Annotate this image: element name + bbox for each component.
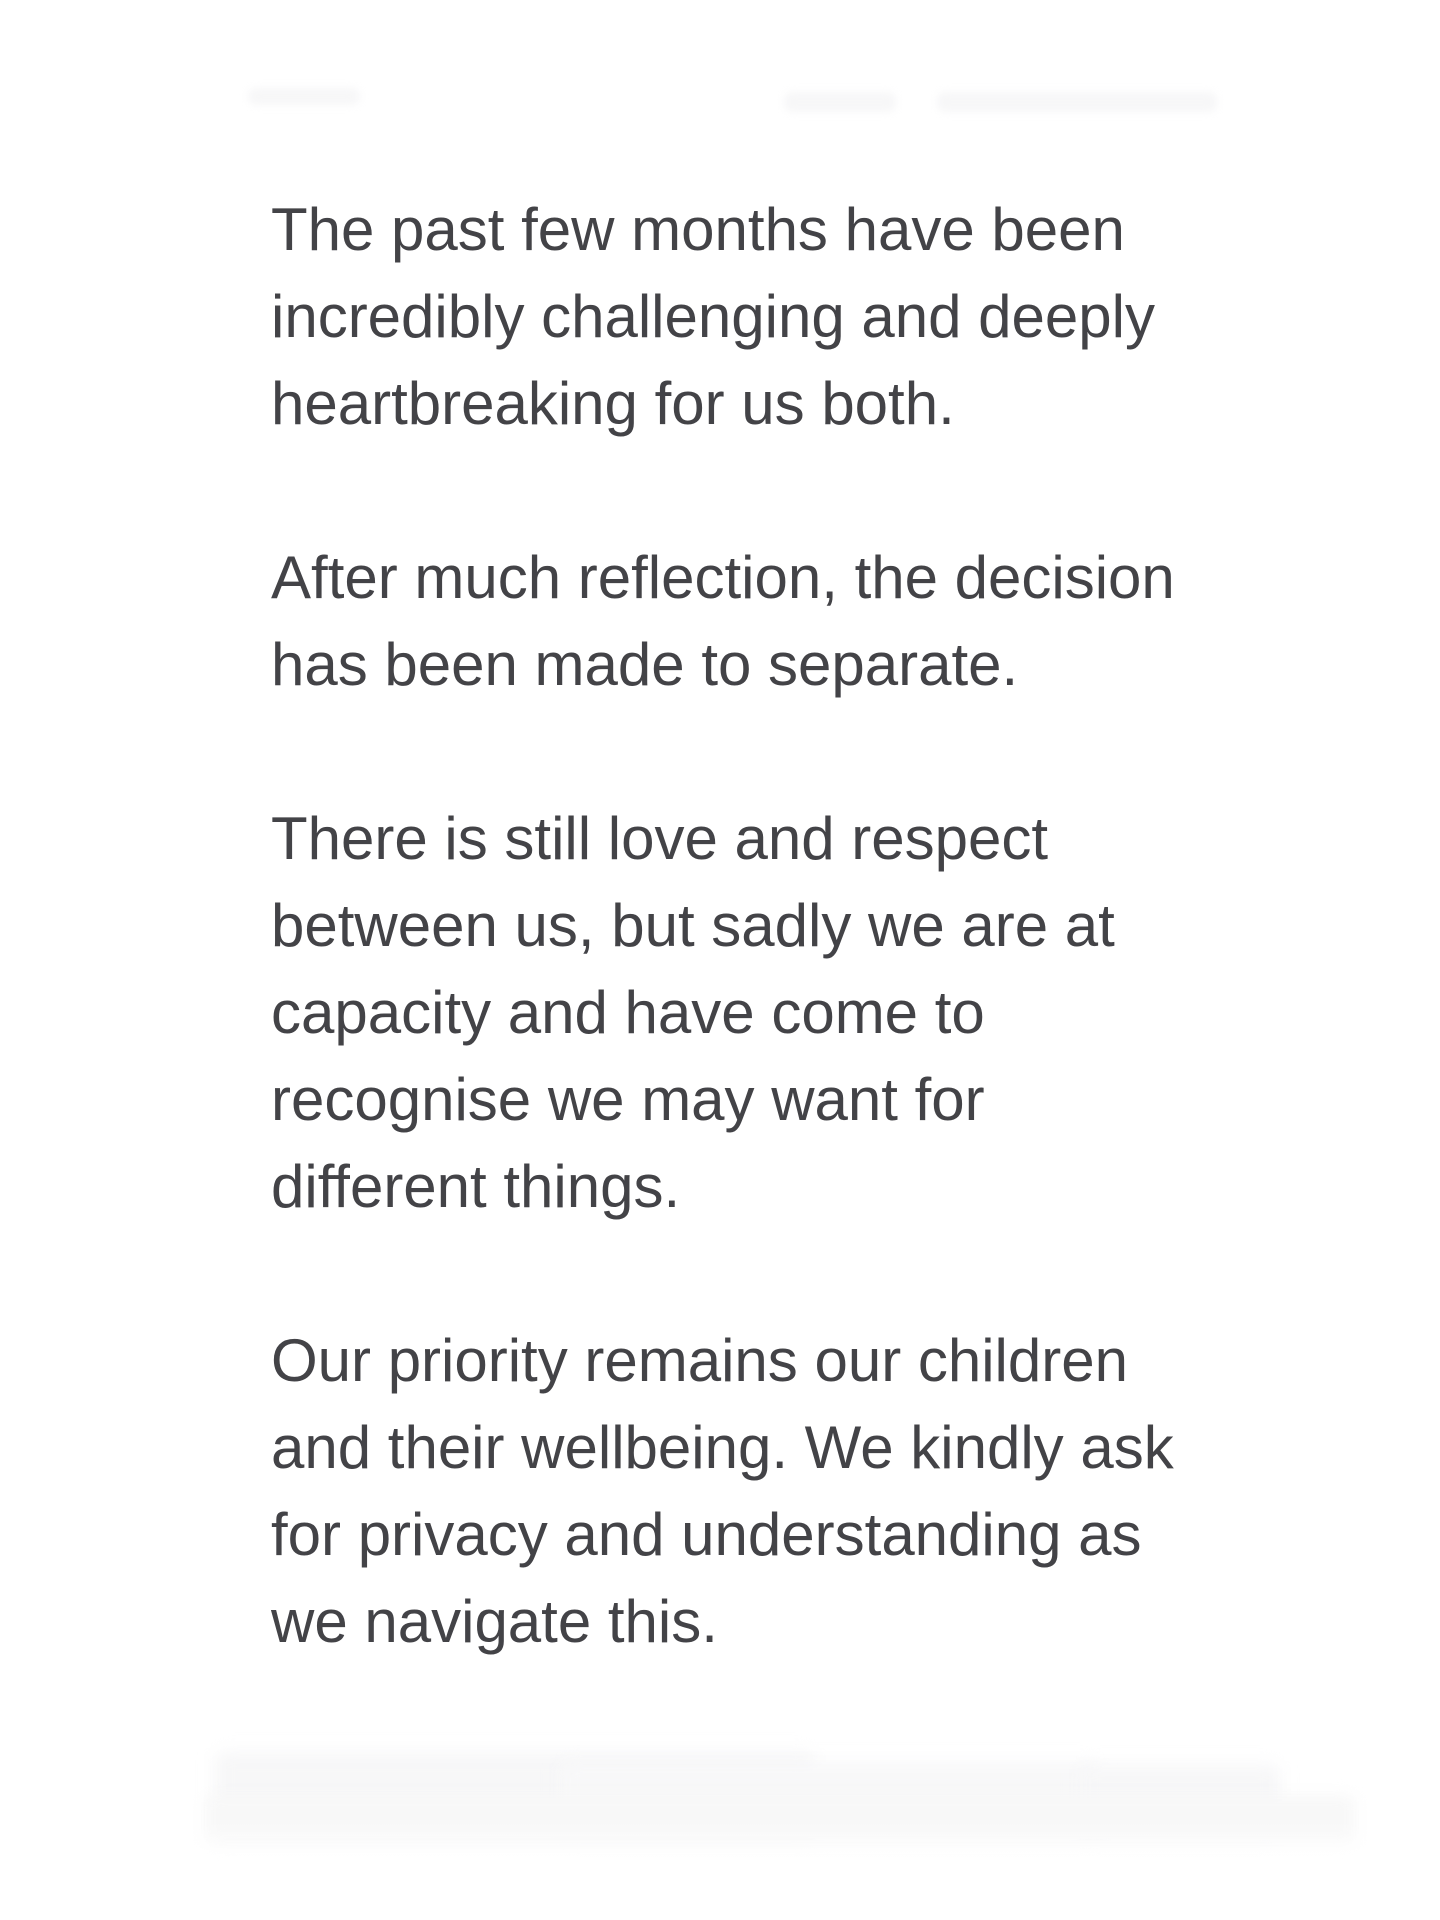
statement-line: recognise we may want for — [271, 1066, 985, 1133]
statement-text-block — [271, 186, 1211, 1665]
blurred-artifact-bottom-base — [205, 1795, 1355, 1845]
statement-line: between us, but sadly we are at — [271, 892, 1115, 959]
statement-line: incredibly challenging and deeply — [271, 283, 1155, 350]
statement-line: The past few months have been — [271, 196, 1125, 263]
statement-line: There is still love and respect — [271, 805, 1049, 872]
statement-line: capacity and have come to — [271, 979, 985, 1046]
statement-paragraph — [271, 534, 1211, 708]
statement-line: heartbreaking for us both. — [271, 370, 955, 437]
blurred-artifact-top-left — [248, 88, 360, 105]
statement-line: for privacy and understanding as — [271, 1501, 1142, 1568]
statement-line: After much reflection, the decision — [271, 544, 1175, 611]
statement-paragraph — [271, 186, 1211, 447]
blurred-artifact-top-middle — [784, 92, 896, 112]
statement-line: Our priority remains our children — [271, 1327, 1128, 1394]
statement-line: has been made to separate. — [271, 631, 1019, 698]
statement-line: we navigate this. — [271, 1588, 718, 1655]
statement-paragraph — [271, 795, 1211, 1230]
statement-line: different things. — [271, 1153, 681, 1220]
statement-paragraph — [271, 1317, 1211, 1665]
statement-line: and their wellbeing. We kindly ask — [271, 1414, 1174, 1481]
blurred-artifact-top-right — [937, 92, 1217, 112]
